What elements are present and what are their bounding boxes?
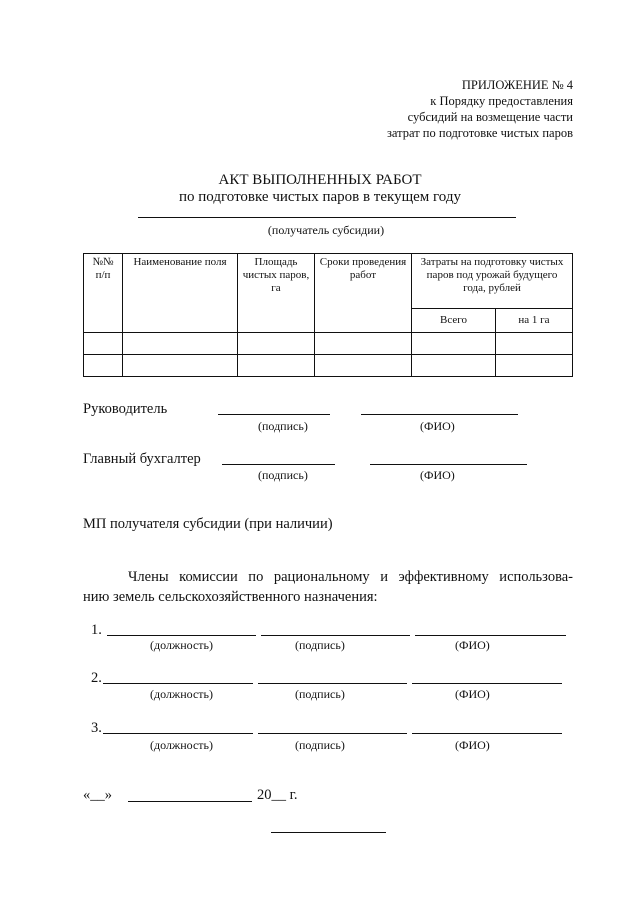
document-subtitle: по подготовке чистых паров в текущем году [178,189,462,205]
table-cell[interactable] [238,333,315,355]
member-name-line[interactable] [415,635,566,636]
table-header-field: Наименование поля [123,254,238,333]
member-sign-line[interactable] [258,683,407,684]
director-label: Руководитель [83,401,168,417]
table-header-dates: Сроки проведения работ [315,254,412,333]
member-name-line[interactable] [412,733,562,734]
accountant-label: Главный бухгалтер [83,451,201,467]
stamp-text: МП получателя субсидии (при наличии) [83,516,333,532]
accountant-sign-line[interactable] [222,464,335,465]
position-caption: (должность) [150,638,213,652]
table-cell[interactable] [315,333,412,355]
table-header-per-ha: на 1 га [496,309,573,333]
table-cell[interactable] [123,333,238,355]
director-sign-line[interactable] [218,414,330,415]
accountant-name-line[interactable] [370,464,527,465]
table-cell[interactable] [315,355,412,377]
table-cell[interactable] [496,333,573,355]
table-cell[interactable] [84,355,123,377]
table-header-costs: Затраты на подготовку чистых паров под урожай будущего года, рублей [412,254,573,309]
commission-line: нию земель сельскохозяйственного назначения: [83,589,378,605]
date-year: 20__ г. [257,787,298,803]
sign-caption: (подпись) [258,468,308,482]
member-number: 3. [91,720,102,736]
table-cell[interactable] [123,355,238,377]
member-name-line[interactable] [412,683,562,684]
appendix-line: субсидий на возмещение части [407,110,573,124]
table-header-num: №№ п/п [84,254,123,333]
works-table [83,253,573,377]
table-header-total: Всего [412,309,496,333]
sign-caption: (подпись) [295,687,345,701]
sign-caption: (подпись) [295,738,345,752]
table-cell[interactable] [496,355,573,377]
table-cell[interactable] [412,333,496,355]
recipient-line [138,217,516,218]
commission-line: Члены комиссии по рациональному и эффективному использова- [128,569,573,585]
recipient-caption: (получатель субсидии) [267,223,385,237]
position-caption: (должность) [150,738,213,752]
table-cell[interactable] [84,333,123,355]
appendix-line: к Порядку предоставления [430,94,573,108]
table-cell[interactable] [238,355,315,377]
document-title: АКТ ВЫПОЛНЕННЫХ РАБОТ [218,172,422,188]
name-caption: (ФИО) [420,468,455,482]
table-header-area: Площадь чистых паров, га [238,254,315,333]
member-position-line[interactable] [103,683,253,684]
name-caption: (ФИО) [455,687,490,701]
footer-line [271,832,386,833]
table-cell[interactable] [412,355,496,377]
table-row [84,355,573,377]
appendix-block [273,77,573,141]
appendix-line: ПРИЛОЖЕНИЕ № 4 [461,78,573,92]
date-month-line[interactable] [128,801,252,802]
date-day: «__» [83,787,112,803]
member-position-line[interactable] [103,733,253,734]
director-name-line[interactable] [361,414,518,415]
member-position-line[interactable] [107,635,256,636]
table-row [84,333,573,355]
member-sign-line[interactable] [261,635,410,636]
name-caption: (ФИО) [455,738,490,752]
sign-caption: (подпись) [295,638,345,652]
commission-paragraph [83,567,573,607]
position-caption: (должность) [150,687,213,701]
member-number: 1. [91,622,102,638]
name-caption: (ФИО) [420,419,455,433]
name-caption: (ФИО) [455,638,490,652]
sign-caption: (подпись) [258,419,308,433]
member-sign-line[interactable] [258,733,407,734]
appendix-line: затрат по подготовке чистых паров [386,126,573,140]
member-number: 2. [91,670,102,686]
